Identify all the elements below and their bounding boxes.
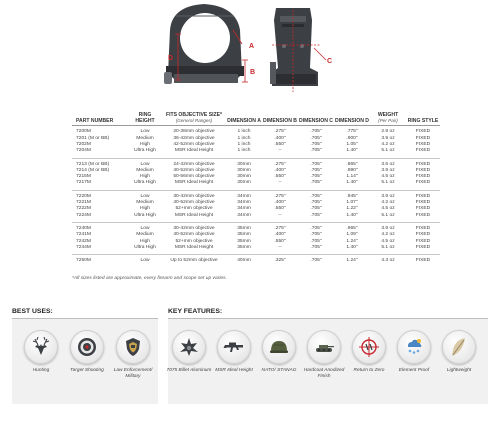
cell-part-number: 7244M: [76, 244, 91, 250]
return-to-zero-icon: [352, 330, 386, 364]
cell-dimension-c: .705": [310, 148, 322, 154]
cell-ring-height: High: [139, 238, 151, 244]
cell-dimension-d: .775": [346, 129, 358, 135]
cell-objective: MSR Ideal Height: [174, 212, 214, 218]
cell-dimension-a: 34mm: [237, 193, 251, 199]
dimension-c-label: C: [327, 58, 333, 65]
table-row: [72, 126, 440, 136]
cell-dimension-b: .550": [274, 206, 286, 212]
best-use-target-shooting: [62, 330, 112, 374]
table-row: [72, 190, 440, 200]
feature-label: MSR Ideal Height: [215, 368, 253, 373]
cell-objective: MSR Ideal Height: [174, 148, 214, 154]
cell-objective: 50-56mm objective: [173, 174, 215, 180]
cell-weight: 4.2 oz: [381, 200, 395, 206]
cell-dimension-c: .705": [310, 244, 322, 250]
best-use-hunting: [16, 330, 66, 374]
cell-dimension-d: 1.22": [346, 206, 358, 212]
cell-ring-style: FIXED: [415, 174, 431, 180]
cell-dimension-d: 1.40": [346, 212, 358, 218]
cell-dimension-c: .705": [310, 193, 322, 199]
helmet-icon: [262, 330, 296, 364]
cell-part-number: 7224M: [76, 212, 91, 218]
cell-dimension-d: 1.40": [346, 244, 358, 250]
header-fits-objective-main: FITS OBJECTIVE SIZE*: [165, 112, 223, 118]
cell-dimension-c: .705": [310, 212, 322, 218]
cell-dimension-c: .705": [310, 161, 322, 167]
cell-dimension-b: .275": [274, 161, 286, 167]
cell-dimension-d: .900": [346, 135, 358, 141]
spec-group-40mm: [72, 255, 440, 268]
cell-part-number: 7214 (M or BB): [76, 167, 110, 173]
spec-group-35mm: [72, 222, 440, 254]
cell-dimension-d: 1.14": [346, 174, 358, 180]
feature-lightweight: [434, 330, 484, 374]
cell-weight: 3.9 oz: [381, 167, 395, 173]
feature-label: NATO/ STANAG: [261, 368, 297, 373]
cell-ring-height: Low: [140, 258, 150, 264]
scope-ring-diagram: [150, 0, 350, 102]
cell-dimension-d: .990": [346, 167, 358, 173]
element-proof-icon: [397, 330, 431, 364]
cell-dimension-c: .705": [310, 258, 322, 264]
spec-group-34mm: [72, 190, 440, 222]
cell-weight: 4.5 oz: [381, 206, 395, 212]
cell-part-number: 7215M: [76, 174, 91, 180]
cell-dimension-b: --: [278, 244, 282, 250]
table-row: [72, 180, 440, 190]
table-footnote: *All sizes listed are approximate, every firearm and scope set up varies.: [72, 276, 227, 281]
cell-weight: 5.1 oz: [381, 244, 395, 250]
feature-element-proof: [389, 330, 439, 374]
cell-ring-height: High: [139, 142, 151, 147]
cell-dimension-a: 34mm: [237, 200, 251, 206]
cell-ring-height: Ultra High: [134, 148, 156, 154]
cell-ring-height: High: [139, 174, 151, 180]
cell-dimension-c: .705": [310, 206, 322, 212]
cell-ring-style: FIXED: [415, 148, 431, 154]
spec-table-header: [72, 112, 440, 126]
header-fits-objective: [162, 112, 226, 126]
table-row: [72, 148, 440, 158]
cell-weight: 5.1 oz: [381, 148, 395, 154]
feature-return-to-zero: [344, 330, 394, 374]
cell-part-number: 7222M: [76, 206, 91, 212]
cell-ring-height: Low: [140, 225, 150, 231]
header-dimension-c: DIMENSION C: [299, 118, 333, 125]
table-row: [72, 213, 440, 223]
cell-dimension-b: .400": [274, 232, 286, 238]
cell-dimension-c: .705": [310, 225, 322, 231]
cell-dimension-a: 35mm: [237, 232, 251, 238]
feature-label: 7075 Billet Aluminum: [166, 368, 212, 373]
table-row: [72, 255, 440, 268]
header-ring-style: RING STYLE: [407, 118, 439, 125]
cell-objective: 30-42mm objective: [173, 193, 215, 199]
cell-dimension-b: .550": [274, 174, 286, 180]
cell-dimension-a: 30mm: [237, 161, 251, 167]
cell-objective: 42-52mm objective: [173, 142, 215, 147]
header-weight: [370, 112, 406, 126]
table-row: [72, 245, 440, 255]
cell-objective: Up to 52mm objective: [170, 258, 218, 264]
cell-ring-style: FIXED: [415, 193, 431, 199]
dimension-a-label: A: [249, 43, 255, 50]
aluminum-icon: [172, 330, 206, 364]
cell-ring-style: FIXED: [415, 167, 431, 173]
cell-dimension-b: --: [278, 212, 282, 218]
header-dimension-a: DIMENSION A: [227, 118, 261, 125]
cell-ring-style: FIXED: [415, 238, 431, 244]
header-ring-height: RING HEIGHT: [135, 112, 155, 125]
cell-ring-style: FIXED: [415, 135, 431, 141]
best-use-law-enforcement: [108, 330, 158, 379]
cell-part-number: 7217M: [76, 180, 91, 186]
cell-dimension-a: 1 inch: [237, 135, 251, 141]
cell-ring-height: Medium: [136, 232, 154, 238]
table-row: [72, 222, 440, 232]
cell-ring-style: FIXED: [415, 161, 431, 167]
cell-objective: 40-52mm objective: [173, 167, 215, 173]
cell-objective: 36-42mm objective: [173, 135, 215, 141]
cell-weight: 4.5 oz: [381, 238, 395, 244]
feature-label: Element Proof: [398, 368, 430, 373]
cell-dimension-c: .705": [310, 167, 322, 173]
cell-dimension-b: .550": [274, 142, 286, 147]
cell-weight: 5.1 oz: [381, 180, 395, 186]
cell-dimension-c: .705": [310, 200, 322, 206]
header-dimension-b: DIMENSION B: [263, 118, 297, 125]
cell-part-number: 7200M: [76, 129, 91, 135]
cell-dimension-b: .550": [274, 238, 286, 244]
table-row: [72, 158, 440, 168]
cell-weight: 3.9 oz: [381, 193, 395, 199]
cell-ring-height: Medium: [136, 200, 154, 206]
cell-ring-height: Medium: [136, 135, 154, 141]
cell-ring-height: High: [139, 206, 151, 212]
cell-dimension-a: 1 inch: [237, 129, 251, 135]
cell-weight: 4.5 oz: [381, 174, 395, 180]
cell-dimension-c: .705": [310, 129, 322, 135]
cell-part-number: 7202M: [76, 142, 91, 147]
feature-msr-ideal-height: [209, 330, 259, 374]
cell-objective: MSR Ideal Height: [174, 180, 214, 186]
spec-group-30mm: [72, 158, 440, 190]
cell-weight: 3.9 oz: [381, 225, 395, 231]
cell-weight: 4.2 oz: [381, 142, 395, 147]
ring-spec-table: [72, 112, 440, 267]
cell-dimension-d: 1.05": [346, 142, 358, 147]
cell-ring-style: FIXED: [415, 142, 431, 147]
cell-dimension-c: .705": [310, 232, 322, 238]
cell-dimension-a: 35mm: [237, 238, 251, 244]
cell-ring-style: FIXED: [415, 244, 431, 250]
feature-hardcoat-anodized: [299, 330, 349, 379]
cell-dimension-b: --: [278, 148, 282, 154]
cell-dimension-a: 30mm: [237, 174, 251, 180]
cell-dimension-d: 1.24": [346, 258, 358, 264]
cell-part-number: 7240M: [76, 225, 91, 231]
cell-weight: 2.9 oz: [381, 129, 395, 135]
target-icon: [70, 330, 104, 364]
cell-dimension-b: .400": [274, 135, 286, 141]
feature-label: Lightweight: [446, 368, 472, 373]
cell-part-number: 7201 (M or BB): [76, 135, 110, 141]
deer-icon: [24, 330, 58, 364]
cell-weight: 3.5 oz: [381, 161, 395, 167]
cell-dimension-d: .865": [346, 161, 358, 167]
cell-dimension-b: .325": [274, 258, 286, 264]
cell-dimension-d: 1.40": [346, 148, 358, 154]
cell-dimension-b: .400": [274, 167, 286, 173]
cell-ring-height: Low: [140, 161, 150, 167]
cell-dimension-d: .945": [346, 193, 358, 199]
cell-dimension-a: 34mm: [237, 206, 251, 212]
cell-part-number: 7242M: [76, 238, 91, 244]
best-uses-title: BEST USES:: [12, 308, 53, 315]
cell-dimension-c: .705": [310, 238, 322, 244]
cell-objective: 20-38mm objective: [173, 129, 215, 135]
cell-ring-height: Low: [140, 193, 150, 199]
cell-dimension-b: .400": [274, 200, 286, 206]
cell-ring-height: Medium: [136, 167, 154, 173]
cell-objective: 24-42mm objective: [173, 161, 215, 167]
tank-icon: [307, 330, 341, 364]
cell-dimension-c: .705": [310, 135, 322, 141]
cell-objective: 40-52mm objective: [173, 232, 215, 238]
cell-weight: 4.3 oz: [381, 258, 395, 264]
feather-icon: [442, 330, 476, 364]
cell-dimension-c: .705": [310, 142, 322, 147]
rifle-icon: [217, 330, 251, 364]
cell-ring-style: FIXED: [415, 180, 431, 186]
cell-weight: 5.1 oz: [381, 212, 395, 218]
cell-ring-style: FIXED: [415, 212, 431, 218]
header-fits-objective-sub: (General Ranges): [175, 118, 213, 124]
cell-dimension-a: 40mm: [237, 258, 251, 264]
cell-dimension-d: 1.09": [346, 232, 358, 238]
ring-side-view: [270, 8, 318, 86]
cell-dimension-b: .275": [274, 129, 286, 135]
cell-part-number: 7221M: [76, 200, 91, 206]
cell-weight: 3.9 oz: [381, 135, 395, 141]
cell-dimension-a: 34mm: [237, 212, 251, 218]
cell-dimension-d: .965": [346, 225, 358, 231]
cell-objective: 52+mm objective: [175, 206, 213, 212]
cell-ring-style: FIXED: [415, 258, 431, 264]
scope-ring-illustration: [150, 0, 350, 102]
cell-ring-style: FIXED: [415, 129, 431, 135]
cell-dimension-b: .275": [274, 193, 286, 199]
feature-label: Hardcoat Anodized Finish: [303, 368, 345, 379]
cell-part-number: 7204M: [76, 148, 91, 154]
best-use-label: Law Enforcement/ Military: [113, 368, 153, 379]
cell-part-number: 7250M: [76, 258, 91, 264]
cell-ring-height: Ultra High: [134, 212, 156, 218]
header-weight-sub: (Per Pair): [378, 118, 398, 124]
cell-ring-style: FIXED: [415, 232, 431, 238]
cell-dimension-b: .275": [274, 225, 286, 231]
cell-ring-style: FIXED: [415, 225, 431, 231]
cell-dimension-a: 30mm: [237, 180, 251, 186]
feature-label: Return to Zero: [353, 368, 385, 373]
header-dimension-d: DIMENSION D: [335, 118, 369, 125]
cell-part-number: 7241M: [76, 232, 91, 238]
dimension-d-label: D: [168, 55, 174, 62]
cell-part-number: 7213 (M or BB): [76, 161, 110, 167]
page-bottom-strip: [0, 410, 500, 432]
cell-ring-height: Low: [140, 129, 150, 135]
cell-dimension-c: .705": [310, 174, 322, 180]
dimension-b-label: B: [250, 69, 256, 76]
cell-objective: 40-52mm objective: [173, 200, 215, 206]
cell-ring-height: Ultra High: [134, 180, 156, 186]
feature-nato-stanag: [254, 330, 304, 374]
header-part-number: PART NUMBER: [76, 118, 114, 125]
cell-ring-height: Ultra High: [134, 244, 156, 250]
header-weight-main: WEIGHT: [377, 112, 399, 118]
cell-dimension-d: 1.07": [346, 200, 358, 206]
cell-part-number: 7220M: [76, 193, 91, 199]
cell-weight: 4.2 oz: [381, 232, 395, 238]
cell-dimension-a: 35mm: [237, 244, 251, 250]
cell-objective: 52+mm objective: [175, 238, 213, 244]
ring-front-view: [164, 4, 244, 84]
cell-objective: 30-42mm objective: [173, 225, 215, 231]
cell-dimension-a: 35mm: [237, 225, 251, 231]
best-use-label: Hunting: [32, 368, 50, 373]
cell-ring-style: FIXED: [415, 206, 431, 212]
badge-icon: [116, 330, 150, 364]
best-use-label: Target Shooting: [70, 368, 104, 373]
cell-objective: MSR Ideal Height: [174, 244, 214, 250]
cell-dimension-c: .705": [310, 180, 322, 186]
feature-billet-aluminum: [164, 330, 214, 374]
cell-ring-style: FIXED: [415, 200, 431, 206]
cell-dimension-a: 1 inch: [237, 148, 251, 154]
cell-dimension-a: 30mm: [237, 167, 251, 173]
spec-group-1inch: [72, 126, 440, 158]
cell-dimension-a: 1 inch: [237, 142, 251, 147]
cell-dimension-b: --: [278, 180, 282, 186]
cell-dimension-d: 1.24": [346, 238, 358, 244]
key-features-title: KEY FEATURES:: [168, 308, 223, 315]
cell-dimension-d: 1.40": [346, 180, 358, 186]
